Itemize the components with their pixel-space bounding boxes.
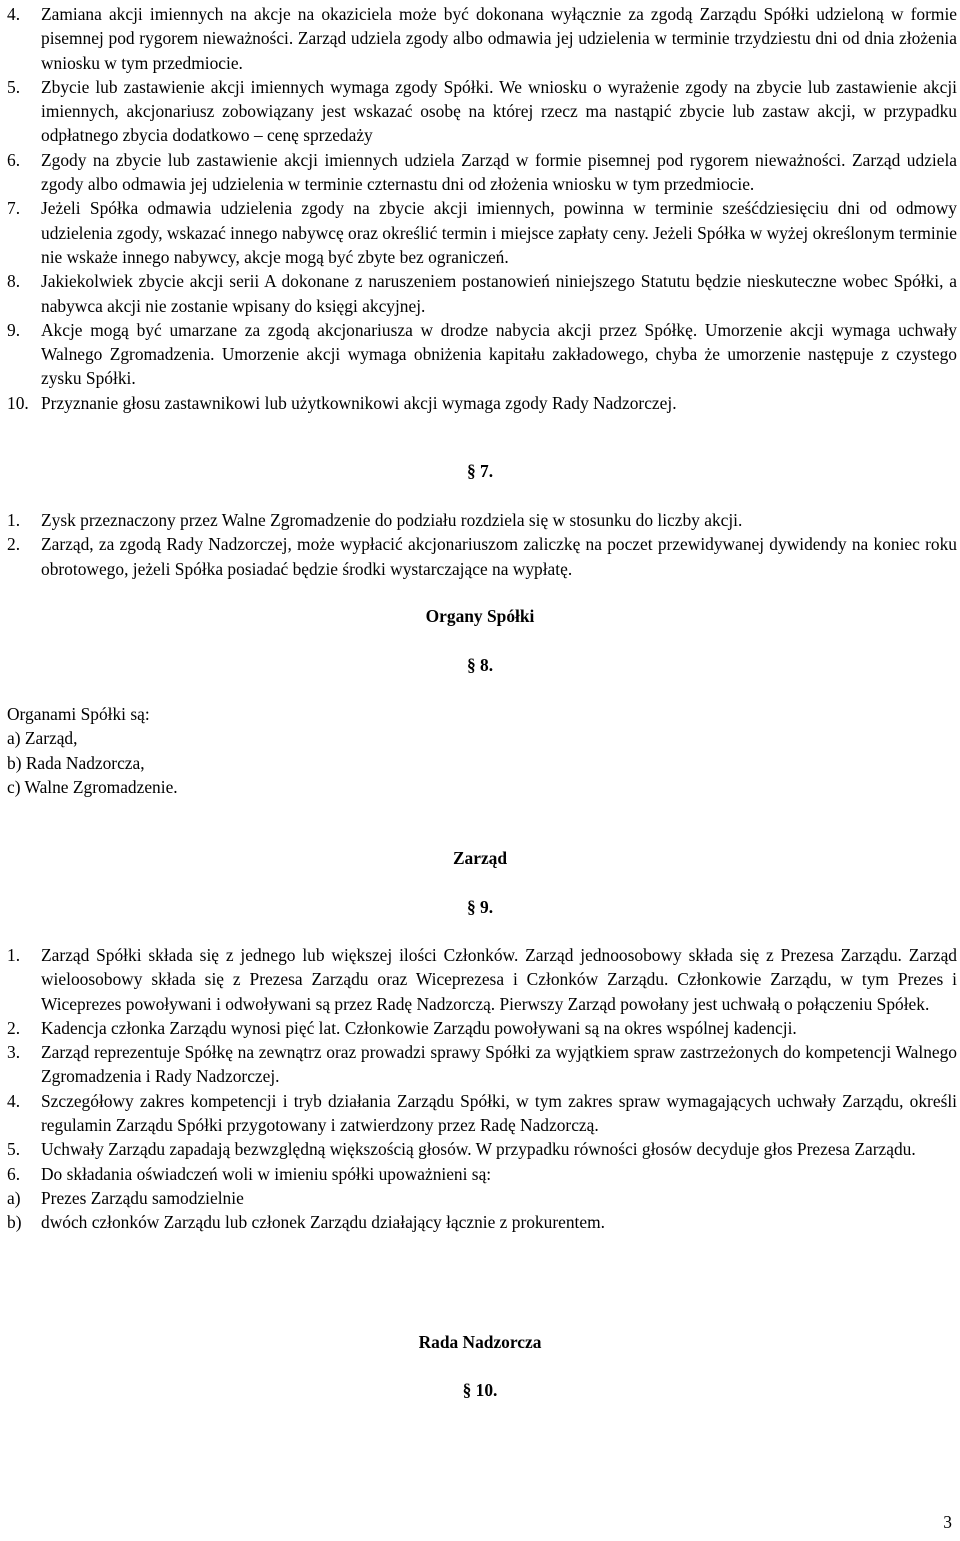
item-text: Jakiekolwiek zbycie akcji serii A dokonane z naruszeniem postanowień niniejszego Statutu będzie nieskuteczne wobec Spółki, a nabywca akcji nie zostanie wpisany do księgi akcyjnej. xyxy=(41,271,957,316)
item-number: 6. xyxy=(7,1163,21,1184)
item-number: 2. xyxy=(7,534,21,555)
item-number: 5. xyxy=(7,1139,21,1160)
item-number: 1. xyxy=(7,510,21,530)
item-number: 7. xyxy=(7,198,21,219)
item-text: Zarząd, za zgodą Rady Nadzorczej, może wypłacić akcjonariuszom zaliczkę na poczet przewidywanej dywidendy na koniec roku obrotowego, jeżeli Spółka posiadać będzie środki wystarczające na wypłatę. xyxy=(41,534,957,579)
list-item xyxy=(7,196,957,269)
item-text: Szczegółowy zakres kompetencji i tryb działania Zarządu Spółki, w tym zakres spraw wymagających uchwały Zarządu, określi regulamin Zarządu Spółki przygotowany i zatwierdzony przez Radę Nadzorczą. xyxy=(41,1090,957,1136)
list-item xyxy=(7,1016,957,1040)
list-item xyxy=(7,148,957,197)
list-item xyxy=(7,508,957,532)
item-number: 4. xyxy=(7,4,21,24)
item-number: b) xyxy=(7,1212,22,1233)
organ-item: b) Rada Nadzorcza, xyxy=(7,752,145,773)
item-text: dwóch członków Zarządu lub członek Zarządu działający łącznie z prokurentem. xyxy=(41,1212,605,1233)
section-heading-7: § 7. xyxy=(466,461,494,481)
item-text: Kadencja członka Zarządu wynosi pięć lat. Członkowie Zarządu powoływani są na okres wspólnej kadencji. xyxy=(41,1017,797,1038)
item-number: 4. xyxy=(7,1090,21,1111)
item-text: Zarząd Spółki składa się z jednego lub większej ilości Członków. Zarząd jednoosobowy składa się z Prezesa Zarządu. Zarząd wieloosobowy składa się z Prezesa Zarządu oraz Wiceprezesa i Członków Zarządu. Członkowie Zarządu, w tym Prezes i Wiceprezes powoływani i odwoływani są przez Radę Nadzorczą. Pierwszy Zarząd powołany jest uchwałą o połączeniu Spółek. xyxy=(41,945,957,1014)
list-item xyxy=(7,2,957,75)
organs-intro: Organami Spółki są: xyxy=(7,704,150,724)
heading-organy-spolki: Organy Spółki xyxy=(425,606,535,626)
list-item xyxy=(7,1162,957,1186)
item-text: Przyznanie głosu zastawnikowi lub użytkownikowi akcji wymaga zgody Rady Nadzorczej. xyxy=(41,392,677,413)
list-item xyxy=(7,269,957,318)
list-item xyxy=(7,1186,957,1210)
management-board-list xyxy=(7,943,957,1235)
item-number: 2. xyxy=(7,1017,21,1038)
heading-rada-nadzorcza: Rada Nadzorcza xyxy=(418,1332,542,1352)
list-item xyxy=(7,75,957,148)
share-transfer-list xyxy=(7,2,957,415)
list-item xyxy=(7,391,957,415)
item-text: Do składania oświadczeń woli w imieniu spółki upoważnieni są: xyxy=(41,1163,492,1184)
list-item xyxy=(7,1137,957,1161)
item-number: 5. xyxy=(7,76,21,97)
item-text: Zgody na zbycie lub zastawienie akcji imiennych udziela Zarząd w formie pisemnej pod rygorem nieważności. Zarząd udziela zgody albo odmawia jej udzielenia w terminie czternastu dni od złożenia wniosku w tym przedmiocie. xyxy=(41,149,957,195)
item-number: 3. xyxy=(7,1042,21,1063)
section-heading-10: § 10. xyxy=(462,1380,498,1400)
list-item xyxy=(7,318,957,391)
list-item xyxy=(7,1040,957,1089)
item-number: 8. xyxy=(7,271,21,292)
organ-item: a) Zarząd, xyxy=(7,728,78,749)
item-text: Uchwały Zarządu zapadają bezwzględną większością głosów. W przypadku równości głosów decyduje głos Prezesa Zarządu. xyxy=(41,1139,916,1160)
item-text: Zarząd reprezentuje Spółkę na zewnątrz oraz prowadzi sprawy Spółki za wyjątkiem spraw zastrzeżonych do kompetencji Walnego Zgromadzenia i Rady Nadzorczej. xyxy=(41,1042,957,1087)
item-text: Jeżeli Spółka odmawia udzielenia zgody na zbycie akcji imiennych, powinna w terminie sześćdziesięciu dni od odmowy udzielenia zgody, wskazać innego nabywcę oraz określić termin i miejsce zapłaty ceny. Jeżeli Spółka w wyżej określonym terminie nie wskaże innego nabywcy, akcje mogą być zbyte bez ograniczeń. xyxy=(41,198,957,267)
list-item xyxy=(7,943,957,1016)
item-number: 9. xyxy=(7,319,21,340)
item-number: a) xyxy=(7,1187,21,1208)
item-text: Zbycie lub zastawienie akcji imiennych wymaga zgody Spółki. We wniosku o wyrażenie zgody na zbycie lub zastawienie akcji imiennych, akcjonariusz zobowiązany jest wskazać osobę na której rzecz ma nastąpić zbycie lub zastaw akcji, w przypadku odpłatnego zbycia dodatkowo – cenę sprzedaży xyxy=(41,76,957,146)
organs-list xyxy=(7,702,307,799)
item-number: 6. xyxy=(7,149,21,170)
list-item xyxy=(7,1089,957,1138)
section-heading-9: § 9. xyxy=(466,897,494,917)
page-number: 3 xyxy=(943,1512,952,1532)
organ-item: c) Walne Zgromadzenie. xyxy=(7,776,178,797)
item-number: 1. xyxy=(7,945,21,965)
item-text: Zysk przeznaczony przez Walne Zgromadzenie do podziału rozdziela się w stosunku do liczby akcji. xyxy=(41,510,743,530)
item-text: Prezes Zarządu samodzielnie xyxy=(41,1187,244,1208)
list-item xyxy=(7,1210,957,1234)
heading-zarzad: Zarząd xyxy=(452,848,508,868)
list-item xyxy=(7,532,957,581)
item-text: Zamiana akcji imiennych na akcje na okaziciela może być dokonana wyłącznie za zgodą Zarządu Spółki udzieloną w formie pisemnej pod rygorem nieważności. Zarząd udziela zgody albo odmawia jej udzielenia w terminie trzydziestu dni od dnia złożenia wniosku w tym przedmiocie. xyxy=(41,4,957,73)
dividend-list xyxy=(7,508,957,581)
item-number: 10. xyxy=(7,392,29,413)
item-text: Akcje mogą być umarzane za zgodą akcjonariusza w drodze nabycia akcji przez Spółkę. Umorzenie akcji wymaga uchwały Walnego Zgromadzenia. Umorzenie akcji wymaga obniżenia kapitału zakładowego, chyba że umorzenie następuje z czystego zysku Spółki. xyxy=(41,319,957,389)
section-heading-8: § 8. xyxy=(466,655,494,675)
